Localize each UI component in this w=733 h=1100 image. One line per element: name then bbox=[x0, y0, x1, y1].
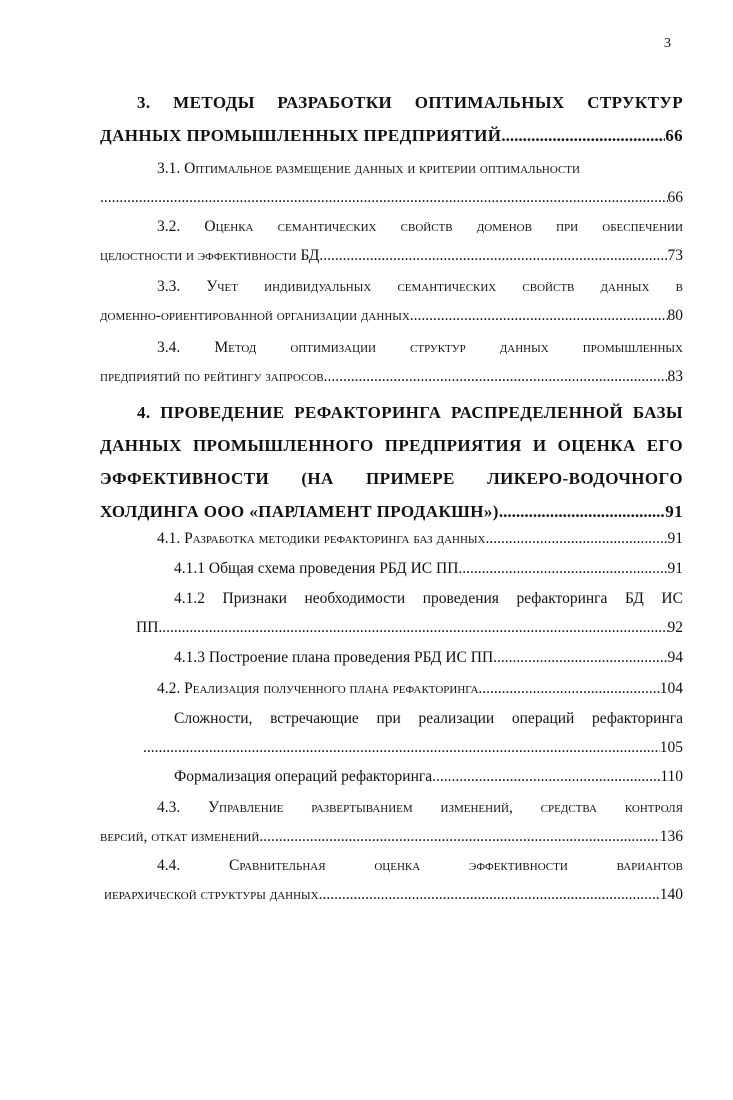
toc-line bbox=[100, 822, 683, 851]
toc-section-4-4[interactable] bbox=[100, 851, 683, 909]
toc-entry-title: ХОЛДИНГА ООО «ПАРЛАМЕНТ ПРОДАКШН») bbox=[100, 502, 499, 521]
page-ref: 110 bbox=[660, 768, 683, 785]
word: свойств bbox=[522, 278, 575, 295]
toc-line bbox=[136, 613, 683, 642]
word: 4.1.2 bbox=[174, 590, 205, 607]
word: Учет bbox=[206, 278, 238, 295]
word: Сложности, bbox=[174, 710, 253, 727]
word: 4. bbox=[137, 403, 151, 422]
toc-entry-title: 4.1.1 Общая схема проведения РБД ИС ПП bbox=[174, 560, 459, 577]
word: 3. bbox=[137, 93, 151, 112]
word: изменений, bbox=[440, 799, 513, 816]
word: 3.4. bbox=[157, 339, 181, 356]
word: средства bbox=[540, 799, 597, 816]
word: структур bbox=[410, 339, 466, 356]
toc-line bbox=[100, 674, 683, 703]
toc-line bbox=[100, 333, 683, 362]
dot-leader bbox=[158, 613, 667, 642]
toc-entry-title: 4.1.3 Построение плана проведения РБД ИС ПП bbox=[174, 649, 494, 666]
page-ref: 104 bbox=[659, 680, 683, 697]
toc-entry-title: ПП bbox=[136, 619, 159, 636]
word: 3.2. bbox=[157, 218, 181, 235]
dot-leader bbox=[100, 183, 668, 212]
toc-section-4-1-2[interactable] bbox=[100, 584, 683, 642]
word: в bbox=[675, 278, 683, 295]
word: ПРИМЕРЕ bbox=[366, 469, 455, 488]
toc-section-4-1[interactable] bbox=[100, 524, 683, 553]
page-ref: 66 bbox=[667, 189, 683, 206]
word: данных bbox=[600, 278, 650, 295]
word: индивидуальных bbox=[264, 278, 372, 295]
toc-line bbox=[100, 524, 683, 553]
word: необходимости bbox=[304, 590, 406, 607]
dot-leader bbox=[501, 119, 665, 152]
page-ref: 91 bbox=[667, 530, 683, 547]
toc-chapter-3-line-2 bbox=[100, 119, 683, 152]
page-ref: 140 bbox=[659, 886, 683, 903]
word: встречающие bbox=[270, 710, 359, 727]
word: (НА bbox=[301, 469, 334, 488]
page-ref: 94 bbox=[667, 649, 683, 666]
toc-chapter-3[interactable] bbox=[100, 86, 683, 152]
toc-line bbox=[100, 793, 683, 822]
word: БАЗЫ bbox=[632, 403, 683, 422]
word: оценка bbox=[374, 857, 421, 874]
toc-line bbox=[100, 554, 683, 583]
dot-leader bbox=[458, 554, 667, 583]
page-ref: 92 bbox=[667, 619, 683, 636]
word: развертыванием bbox=[311, 799, 413, 816]
toc-section-4-1-1[interactable] bbox=[100, 554, 683, 583]
toc-chapter-4[interactable] bbox=[100, 396, 683, 528]
toc-chapter-4-line-1 bbox=[100, 396, 683, 429]
word: СТРУКТУР bbox=[587, 93, 683, 112]
word: вариантов bbox=[616, 857, 683, 874]
toc-entry-title: доменно-ориентированной организации данных bbox=[100, 307, 410, 324]
word: обеспечении bbox=[602, 218, 683, 235]
toc-line bbox=[100, 241, 683, 270]
word: ПРОМЫШЛЕННОГО bbox=[192, 436, 374, 455]
word: данных bbox=[499, 339, 549, 356]
page-ref: 91 bbox=[665, 502, 683, 521]
toc-section-4-2-2[interactable] bbox=[100, 762, 683, 791]
word: Метод bbox=[214, 339, 257, 356]
toc-chapter-4-line-2 bbox=[100, 429, 683, 462]
page-ref: 105 bbox=[659, 739, 683, 756]
toc-section-4-2-1[interactable] bbox=[100, 704, 683, 762]
word: рефакторинга bbox=[592, 710, 683, 727]
toc-entry-title: 4.1. Разработка методики рефакторинга баз данных bbox=[157, 530, 486, 547]
toc-line bbox=[100, 212, 683, 241]
word: контроля bbox=[624, 799, 683, 816]
word: РАЗРАБОТКИ bbox=[277, 93, 393, 112]
word: РАСПРЕДЕЛЕННОЙ bbox=[450, 403, 624, 422]
word: РЕФАКТОРИНГА bbox=[294, 403, 442, 422]
dot-leader bbox=[478, 674, 659, 703]
dot-leader bbox=[485, 524, 667, 553]
word: проведения bbox=[422, 590, 499, 607]
word: ПРОВЕДЕНИЕ bbox=[160, 403, 285, 422]
toc-line bbox=[100, 183, 683, 212]
dot-leader bbox=[319, 241, 667, 270]
word: рефакторинга bbox=[516, 590, 608, 607]
page-ref: 66 bbox=[665, 126, 683, 145]
word: МЕТОДЫ bbox=[173, 93, 255, 112]
toc-entry-title: иерархической структуры данных bbox=[104, 886, 319, 903]
word: оптимизации bbox=[290, 339, 376, 356]
page-ref: 83 bbox=[667, 368, 683, 385]
page-number: 3 bbox=[664, 36, 671, 51]
toc-line bbox=[100, 704, 683, 733]
word: Признаки bbox=[222, 590, 287, 607]
word: ОЦЕНКА bbox=[557, 436, 636, 455]
toc-chapter-4-line-3 bbox=[100, 462, 683, 495]
toc-entry-title: 3.1. Оптимальное размещение данных и критерии оптимальности bbox=[157, 160, 580, 177]
toc-entry-title: версий, откат изменений bbox=[100, 828, 260, 845]
toc-line bbox=[100, 272, 683, 301]
toc-line bbox=[100, 362, 683, 391]
page-ref: 73 bbox=[667, 247, 683, 264]
word: ЕГО bbox=[646, 436, 683, 455]
toc-section-3-2[interactable] bbox=[100, 212, 683, 270]
word: эффективности bbox=[469, 857, 568, 874]
page-ref: 91 bbox=[667, 560, 683, 577]
toc-chapter-3-line-1 bbox=[100, 86, 683, 119]
word: ЭФФЕКТИВНОСТИ bbox=[100, 469, 270, 488]
word: при bbox=[376, 710, 401, 727]
dot-leader bbox=[410, 301, 668, 330]
dot-leader bbox=[432, 762, 660, 791]
toc-line bbox=[143, 733, 683, 762]
word: И bbox=[532, 436, 547, 455]
dot-leader bbox=[493, 643, 667, 672]
word: ОПТИМАЛЬНЫХ bbox=[414, 93, 565, 112]
dot-leader bbox=[319, 880, 660, 909]
toc-line bbox=[104, 880, 683, 909]
word: 3.3. bbox=[157, 278, 181, 295]
toc-entry-title: 4.2. Реализация полученного плана рефакторинга bbox=[157, 680, 479, 697]
word: ДАННЫХ bbox=[100, 436, 182, 455]
word: 4.4. bbox=[157, 857, 181, 874]
toc-line bbox=[100, 584, 683, 613]
toc-line bbox=[100, 643, 683, 672]
word: Управление bbox=[208, 799, 284, 816]
word: доменов bbox=[476, 218, 532, 235]
page-ref: 136 bbox=[659, 828, 683, 845]
word: 4.3. bbox=[157, 799, 181, 816]
word: семантических bbox=[397, 278, 497, 295]
toc-line bbox=[100, 154, 683, 183]
word: Оценка bbox=[204, 218, 254, 235]
word: свойств bbox=[400, 218, 453, 235]
word: при bbox=[556, 218, 579, 235]
word: ПРЕДПРИЯТИЯ bbox=[384, 436, 522, 455]
toc-entry-title: целостности и эффективности БД bbox=[100, 247, 320, 264]
toc-section-3-3[interactable] bbox=[100, 272, 683, 330]
toc-entry-title: Формализация операций рефакторинга bbox=[174, 768, 433, 785]
dot-leader bbox=[259, 822, 659, 851]
word: БД bbox=[624, 590, 644, 607]
word: Сравнительная bbox=[229, 857, 326, 874]
toc-entry-title: ДАННЫХ ПРОМЫШЛЕННЫХ ПРЕДПРИЯТИЙ bbox=[100, 126, 502, 145]
toc-section-4-1-3[interactable] bbox=[100, 643, 683, 672]
toc-section-4-3[interactable] bbox=[100, 793, 683, 851]
dot-leader bbox=[143, 733, 660, 762]
toc-section-4-2[interactable] bbox=[100, 674, 683, 703]
word: промышленных bbox=[582, 339, 683, 356]
toc-line bbox=[100, 762, 683, 791]
toc-section-3-4[interactable] bbox=[100, 333, 683, 391]
toc-section-3-1[interactable] bbox=[100, 154, 683, 212]
toc-entry-title: предприятий по рейтингу запросов bbox=[100, 368, 324, 385]
word: ЛИКЕРО-ВОДОЧНОГО bbox=[487, 469, 683, 488]
toc-line bbox=[100, 301, 683, 330]
word: ИС bbox=[661, 590, 683, 607]
dot-leader bbox=[324, 362, 668, 391]
toc-line bbox=[100, 851, 683, 880]
word: операций bbox=[511, 710, 575, 727]
word: реализации bbox=[418, 710, 495, 727]
word: семантических bbox=[277, 218, 377, 235]
page-ref: 80 bbox=[667, 307, 683, 324]
